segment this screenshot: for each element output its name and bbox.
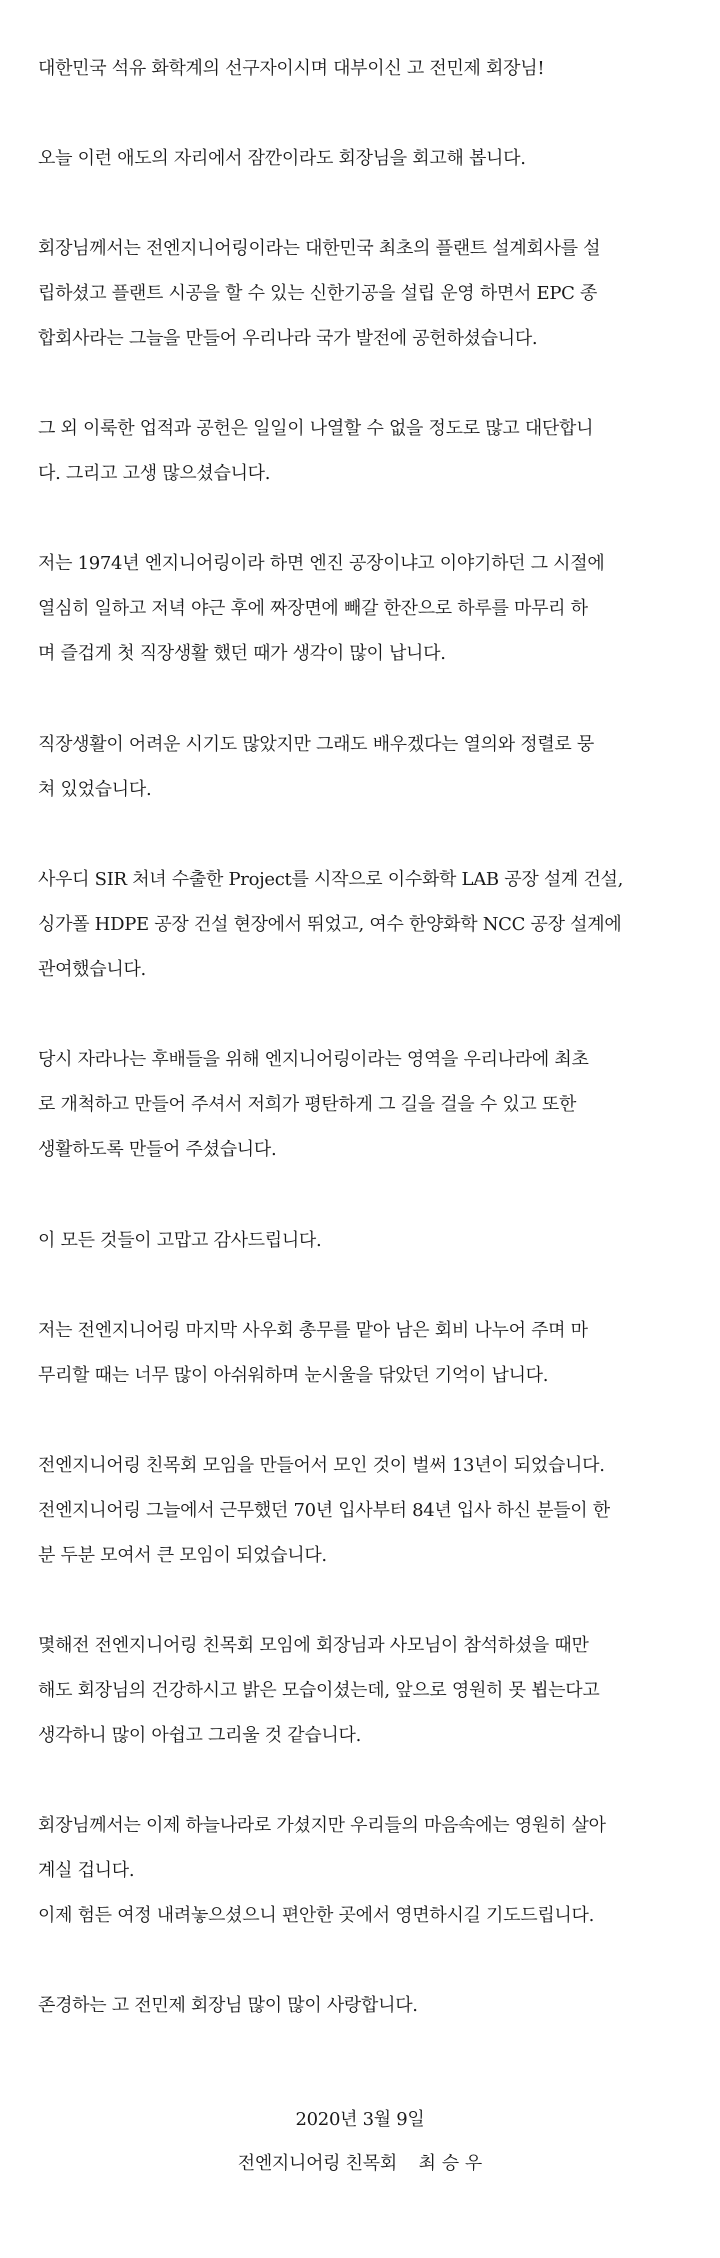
paragraph-line: 며 즐겁게 첫 직장생활 했던 때가 생각이 많이 납니다. bbox=[38, 643, 446, 664]
paragraph-line: 회장님께서는 전엔지니어링이라는 대한민국 최초의 플랜트 설계회사를 설 bbox=[38, 238, 601, 259]
paragraph-line: 해도 회장님의 건강하시고 밝은 모습이셨는데, 앞으로 영원히 못 뵙는다고 bbox=[38, 1680, 600, 1701]
letter-paragraph bbox=[38, 1803, 688, 1938]
letter-date: 2020년 3월 9일 bbox=[295, 2109, 425, 2130]
paragraph-line: 립하셨고 플랜트 시공을 할 수 있는 신한기공을 설립 운영 하면서 EPC 종 bbox=[38, 283, 598, 304]
paragraph-line: 오늘 이런 애도의 자리에서 잠깐이라도 회장님을 회고해 봅니다. bbox=[38, 148, 526, 169]
signature-block bbox=[0, 2098, 720, 2186]
letter-paragraph bbox=[38, 1443, 688, 1578]
letter-paragraph bbox=[38, 136, 688, 181]
paragraph-line: 저는 전엔지니어링 마지막 사우회 총무를 맡아 남은 회비 나누어 주며 마 bbox=[38, 1320, 588, 1341]
letter-paragraph bbox=[38, 406, 688, 496]
letter-paragraph bbox=[38, 1218, 688, 1263]
paragraph-line: 생활하도록 만들어 주셨습니다. bbox=[38, 1139, 277, 1160]
paragraph-line: 열심히 일하고 저녁 야근 후에 짜장면에 빼갈 한잔으로 하루를 마무리 하 bbox=[38, 598, 588, 619]
paragraph-line: 싱가폴 HDPE 공장 건설 현장에서 뛰었고, 여수 한양화학 NCC 공장 설계에 bbox=[38, 914, 622, 935]
paragraph-line: 몇해전 전엔지니어링 친목회 모임에 회장님과 사모님이 참석하셨을 때만 bbox=[38, 1635, 589, 1656]
paragraph-line: 존경하는 고 전민제 회장님 많이 많이 사랑합니다. bbox=[38, 1995, 418, 2016]
paragraph-line: 계실 겁니다. bbox=[38, 1860, 135, 1881]
letter-paragraph bbox=[38, 857, 688, 992]
letter-paragraph bbox=[38, 722, 688, 812]
letter-paragraph bbox=[38, 1983, 688, 2028]
signature-line bbox=[0, 2142, 720, 2186]
paragraph-line: 관여했습니다. bbox=[38, 959, 146, 980]
paragraph-line: 전엔지니어링 그늘에서 근무했던 70년 입사부터 84년 입사 하신 분들이 한 bbox=[38, 1500, 610, 1521]
paragraph-line: 합회사라는 그늘을 만들어 우리나라 국가 발전에 공헌하셨습니다. bbox=[38, 328, 538, 349]
letter-paragraph bbox=[38, 1308, 688, 1398]
paragraph-line: 저는 1974년 엔지니어링이라 하면 엔진 공장이냐고 이야기하던 그 시절에 bbox=[38, 553, 605, 574]
paragraph-line: 분 두분 모여서 큰 모임이 되었습니다. bbox=[38, 1545, 327, 1566]
paragraph-line: 회장님께서는 이제 하늘나라로 가셨지만 우리들의 마음속에는 영원히 살아 bbox=[38, 1815, 606, 1836]
paragraph-line: 이제 험든 여정 내려놓으셨으니 편안한 곳에서 영면하시길 기도드립니다. bbox=[38, 1905, 595, 1926]
paragraph-line: 전엔지니어링 친목회 모임을 만들어서 모인 것이 벌써 13년이 되었습니다. bbox=[38, 1455, 605, 1476]
letter-paragraph bbox=[38, 1037, 688, 1172]
paragraph-line: 대한민국 석유 화학계의 선구자이시며 대부이신 고 전민제 회장님! bbox=[38, 58, 545, 79]
paragraph-line: 이 모든 것들이 고맙고 감사드립니다. bbox=[38, 1230, 322, 1251]
letter-paragraph bbox=[38, 541, 688, 676]
paragraph-line: 무리할 때는 너무 많이 아쉬워하며 눈시울을 닦았던 기억이 납니다. bbox=[38, 1365, 549, 1386]
signature-author: 최 승 우 bbox=[418, 2153, 483, 2174]
paragraph-line: 직장생활이 어려운 시기도 많았지만 그래도 배우겠다는 열의와 정렬로 뭉 bbox=[38, 734, 595, 755]
signature-organization: 전엔지니어링 친목회 bbox=[237, 2153, 397, 2174]
paragraph-line: 로 개척하고 만들어 주셔서 저희가 평탄하게 그 길을 걸을 수 있고 또한 bbox=[38, 1094, 577, 1115]
paragraph-line: 당시 자라나는 후배들을 위해 엔지니어링이라는 영역을 우리나라에 최초 bbox=[38, 1049, 589, 1070]
paragraph-line: 다. 그리고 고생 많으셨습니다. bbox=[38, 463, 271, 484]
paragraph-line: 생각하니 많이 아쉽고 그리울 것 같습니다. bbox=[38, 1725, 362, 1746]
paragraph-line: 쳐 있었습니다. bbox=[38, 779, 152, 800]
paragraph-line: 그 외 이룩한 업적과 공헌은 일일이 나열할 수 없을 정도로 많고 대단합니 bbox=[38, 418, 594, 439]
letter-paragraph bbox=[38, 226, 688, 361]
paragraph-line: 사우디 SIR 처녀 수출한 Project를 시작으로 이수화학 LAB 공장 설계 건설, bbox=[38, 869, 624, 890]
letter-paragraph bbox=[38, 46, 688, 91]
letter-paragraph bbox=[38, 1623, 688, 1758]
